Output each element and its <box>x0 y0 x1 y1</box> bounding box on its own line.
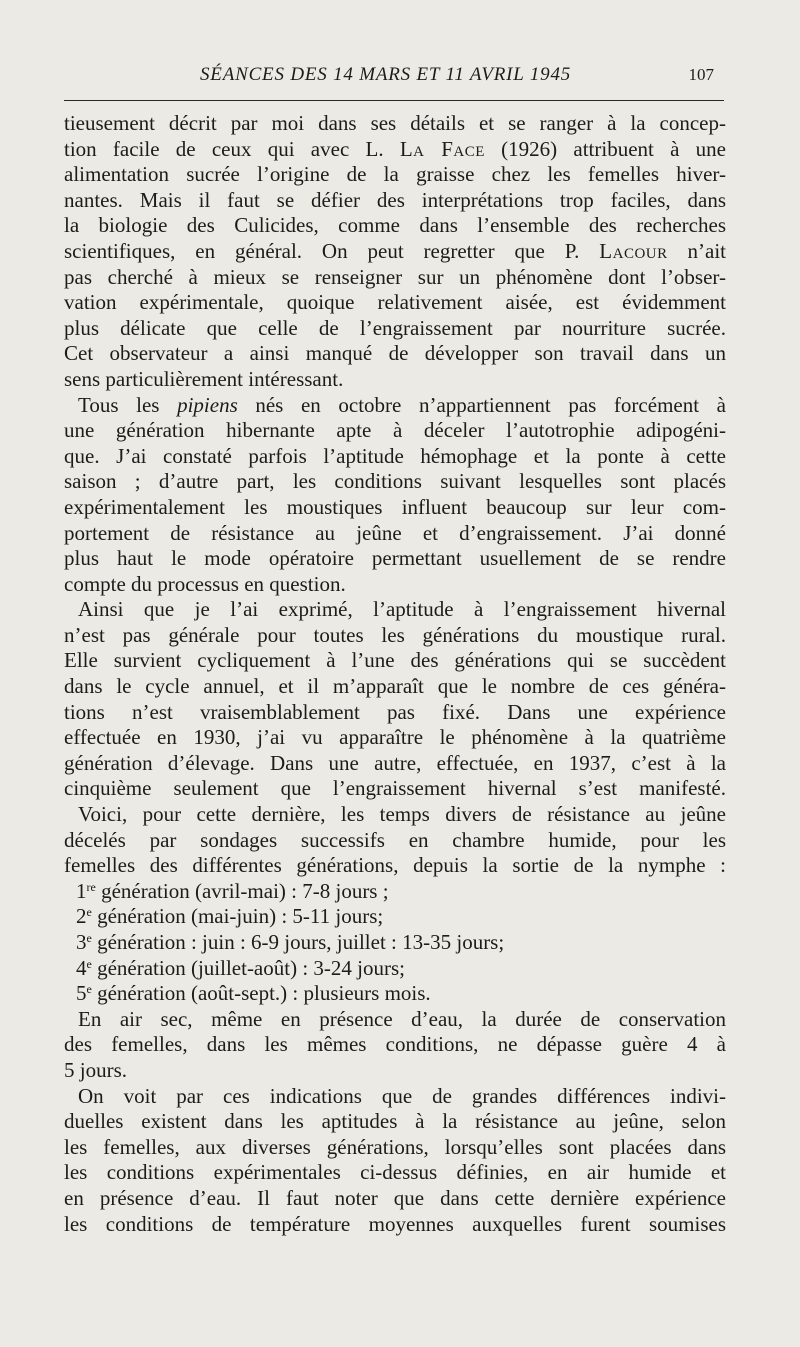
text-line: tieusement décrit par moi dans ses détails et se ranger à la concep- <box>64 111 726 135</box>
text-line: 5 jours. <box>64 1057 127 1082</box>
text-line: On voit par ces indications que de grandes différences indivi- <box>78 1083 726 1108</box>
text-line: compte du processus en question. <box>64 571 346 596</box>
text-line: Ainsi que je l’ai exprimé, l’aptitude à l’engraissement hivernal <box>78 597 726 622</box>
list-item: 4e génération (juillet-août) : 3-24 jours; <box>76 955 405 980</box>
text-line: plus haut le mode opératoire permettant usuellement de se rendre <box>64 546 726 571</box>
text-line: les conditions de température moyennes auxquelles furent soumises <box>64 1211 726 1236</box>
text-line: décelés par sondages successifs en chambre humide, pour les <box>64 827 726 852</box>
text-line: que. J’ai constaté parfois l’aptitude hémophage et la ponte à cette <box>64 443 726 468</box>
text-line: plus délicate que celle de l’engraissement par nourriture sucrée. <box>64 315 726 340</box>
text-line: alimentation sucrée l’origine de la graisse chez les femelles hiver- <box>64 162 726 187</box>
text-line: pas cherché à mieux se renseigner sur un phénomène dont l’obser- <box>64 264 726 289</box>
list-item: 5e génération (août-sept.) : plusieurs mois. <box>76 981 431 1006</box>
header-rule <box>64 100 724 101</box>
text-line: saison ; d’autre part, les conditions suivant lesquelles sont placés <box>64 469 726 494</box>
text-line: scientifiques, en général. On peut regretter que P. Lacour n’ait <box>64 238 727 263</box>
text-line: Elle survient cycliquement à l’une des générations qui se succèdent <box>64 648 726 673</box>
text-line: en présence d’eau. Il faut noter que dans cette dernière expérience <box>64 1185 726 1210</box>
page-number: 107 <box>688 65 714 84</box>
text-line: tions n’est vraisemblablement pas fixé. Dans une expérience <box>64 699 726 724</box>
text-line: Tous les pipiens nés en octobre n’appartiennent pas forcément à <box>78 392 726 417</box>
species-name: pipiens <box>177 392 238 417</box>
author-name: Lacour <box>599 238 668 263</box>
list-item: 1re génération (avril-mai) : 7-8 jours ; <box>76 878 389 903</box>
author-name: La Face <box>399 136 485 161</box>
text-line: Voici, pour cette dernière, les temps divers de résistance au jeûne <box>78 802 726 827</box>
text-line: génération d’élevage. Dans une autre, effectuée, en 1937, c’est à la <box>64 750 726 775</box>
text-line: effectuée en 1930, j’ai vu apparaître le phénomène à la quatrième <box>64 725 726 750</box>
text-line: vation expérimentale, quoique relativement aisée, est évidemment <box>64 290 726 315</box>
text-line: une génération hibernante apte à déceler l’autotrophie adipogéni- <box>64 418 726 443</box>
text-line: sens particulièrement intéressant. <box>64 366 344 391</box>
text-line: les femelles, aux diverses générations, lorsqu’elles sont placées dans <box>64 1134 726 1159</box>
list-item: 3e génération : juin : 6-9 jours, juillet : 13-35 jours; <box>76 930 505 954</box>
text-line: nantes. Mais il faut se défier des interprétations trop faciles, dans <box>64 187 726 212</box>
text-line: Cet observateur a ainsi manqué de développer son travail dans un <box>64 341 726 366</box>
text-line: femelles des différentes générations, depuis la sortie de la nymphe : <box>64 853 726 878</box>
text-line: dans le cycle annuel, et il m’apparaît que le nombre de ces généra- <box>64 674 726 699</box>
body-text <box>64 111 726 1237</box>
text-line: cinquième seulement que l’engraissement hivernal s’est manifesté. <box>64 776 726 801</box>
running-head <box>64 64 714 90</box>
text-line: n’est pas générale pour toutes les générations du moustique rural. <box>64 622 726 647</box>
text-line: expérimentalement les moustiques influent beaucoup sur leur com- <box>64 494 726 519</box>
text-line: la biologie des Culicides, comme dans l’ensemble des recherches <box>64 213 726 238</box>
running-title: SÉANCES DES 14 MARS ET 11 AVRIL 1945 <box>200 64 572 85</box>
text-line: portement de résistance au jeûne et d’engraissement. J’ai donné <box>64 520 726 545</box>
text-line: des femelles, dans les mêmes conditions, ne dépasse guère 4 à <box>64 1032 726 1057</box>
text-line: En air sec, même en présence d’eau, la durée de conservation <box>78 1006 726 1031</box>
text-line: duelles existent dans les aptitudes à la résistance au jeûne, selon <box>64 1109 726 1134</box>
text-line: les conditions expérimentales ci-dessus définies, en air humide et <box>64 1160 726 1185</box>
list-item: 2e génération (mai-juin) : 5-11 jours; <box>76 904 384 929</box>
text-line: tion facile de ceux qui avec L. La Face (1926) attribuent à une <box>64 136 726 161</box>
